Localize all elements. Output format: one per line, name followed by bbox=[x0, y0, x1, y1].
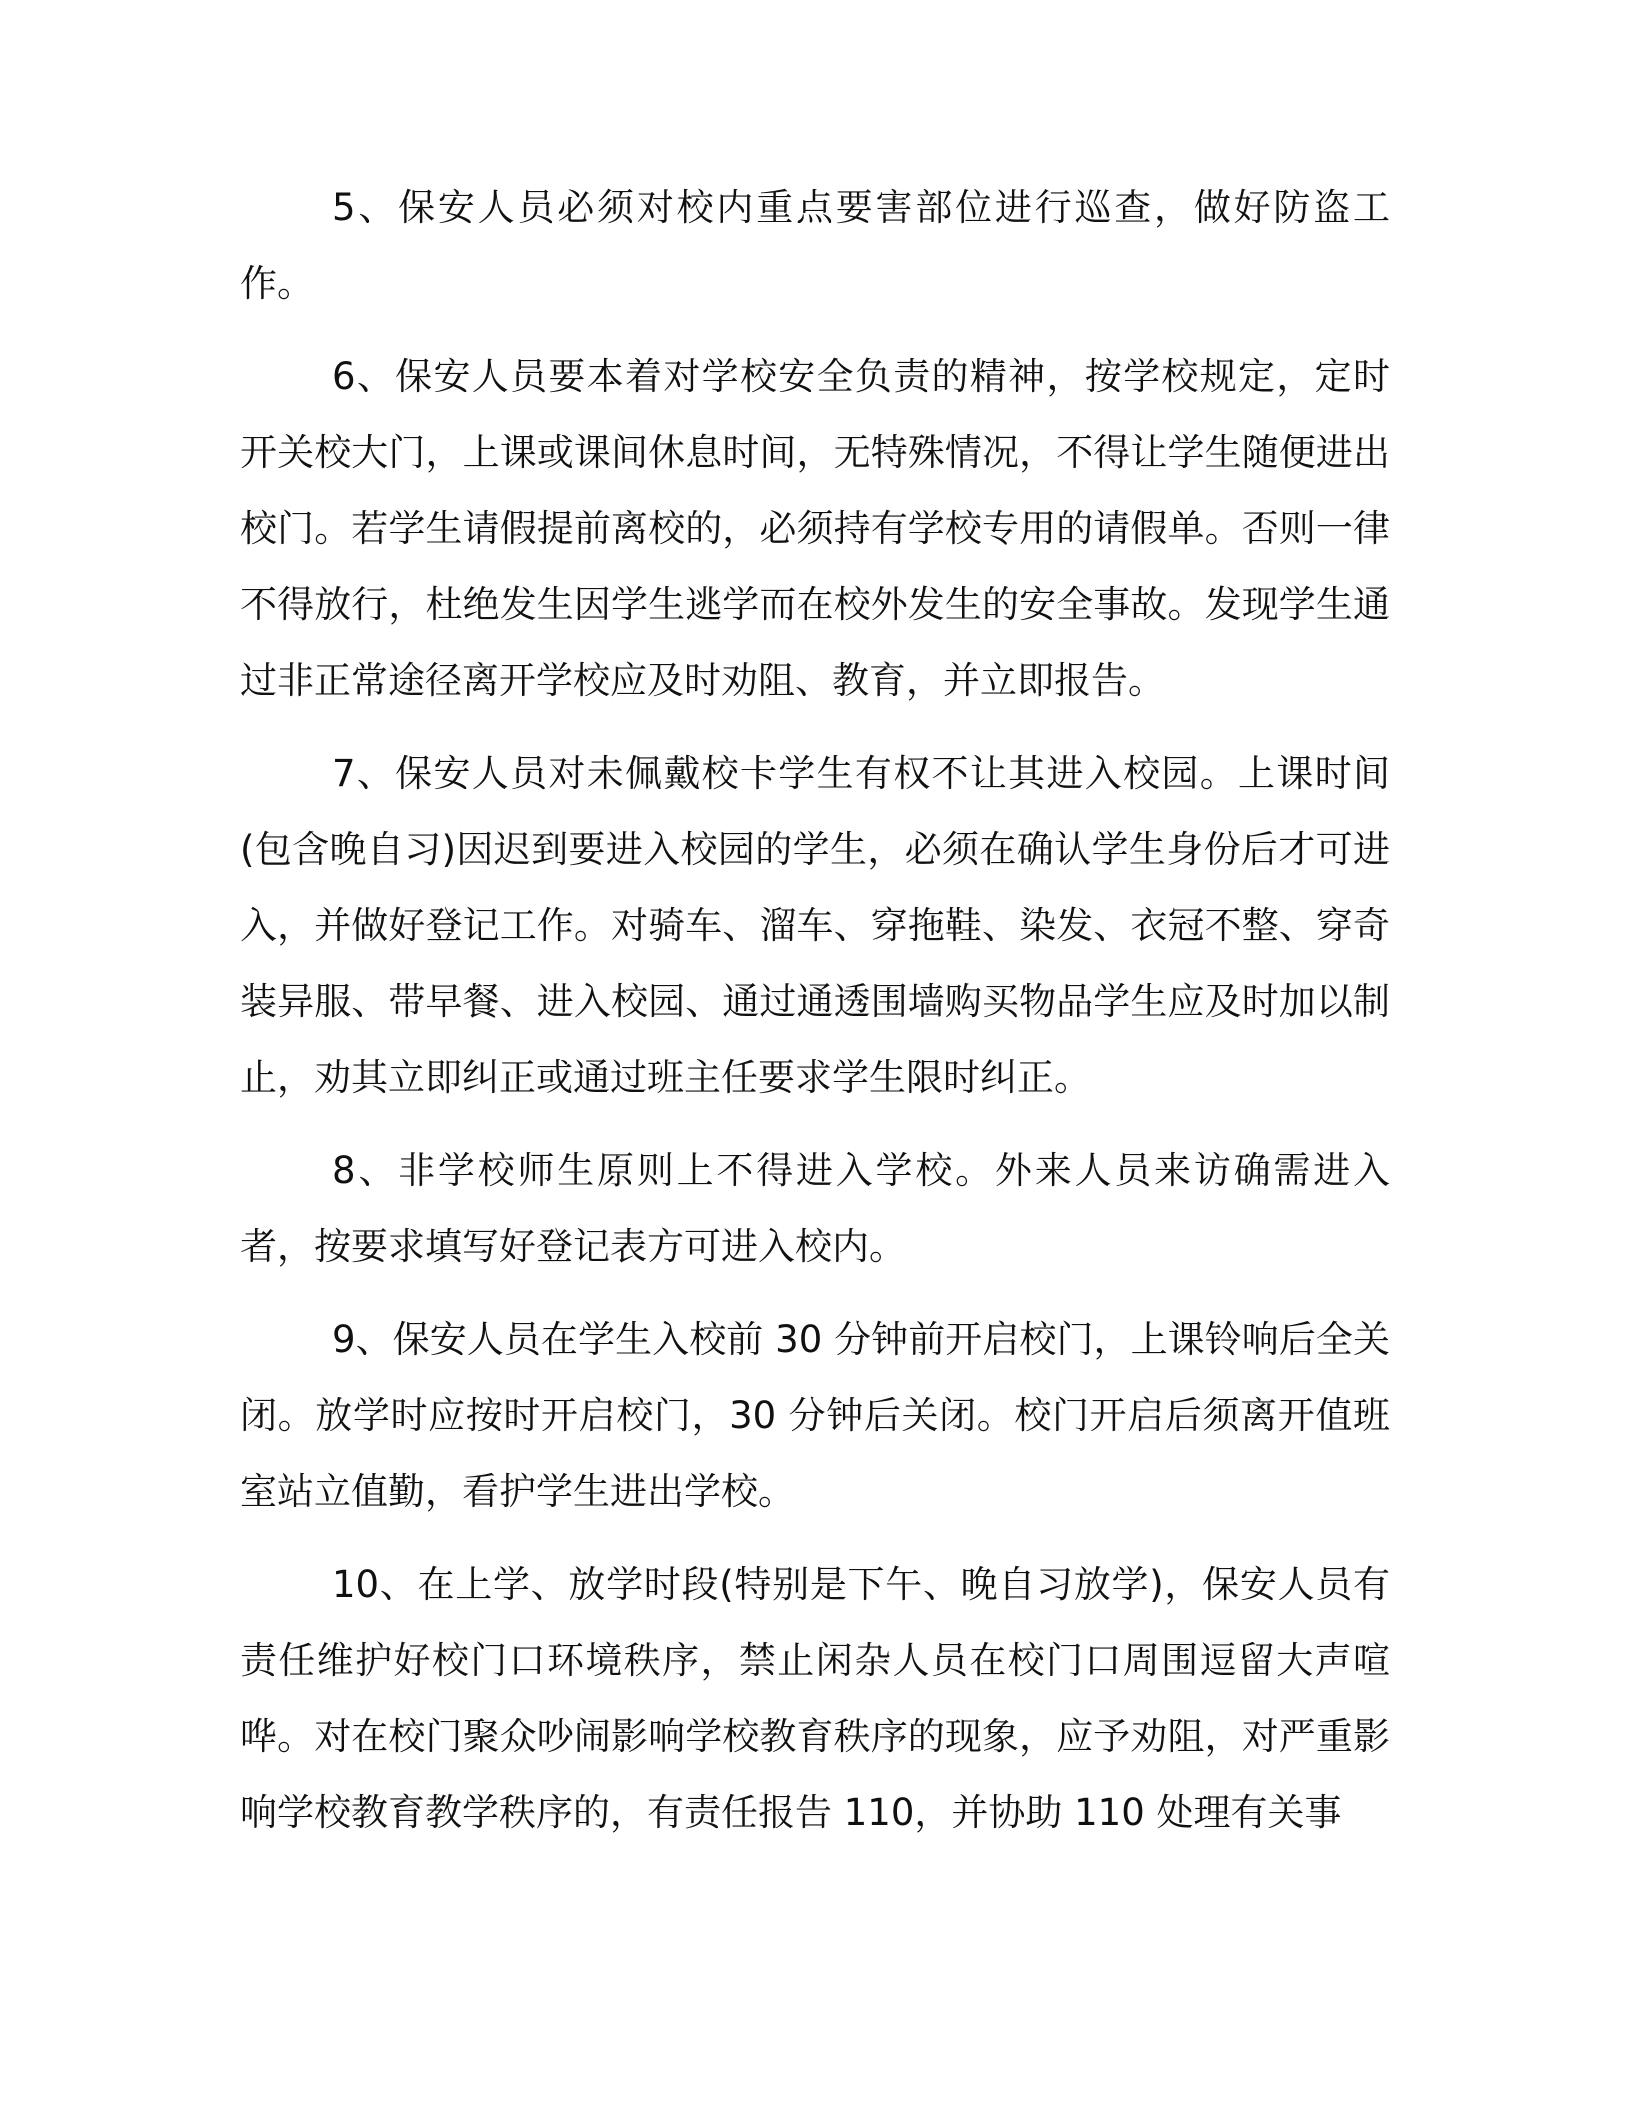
paragraph-item-8: 8、非学校师生原则上不得进入学校。外来人员来访确需进入者，按要求填写好登记表方可进入校内。 bbox=[240, 1149, 1390, 1268]
paragraph-item-6: 6、保安人员要本着对学校安全负责的精神，按学校规定，定时开关校大门，上课或课间休息时间，无特殊情况，不得让学生随便进出校门。若学生请假提前离校的，必须持有学校专用的请假单。否则一律不得放行，杜绝发生因学生逃学而在校外发生的安全事故。发现学生通过非正常途径离开学校应及时劝阻、教育，并立即报告。 bbox=[240, 355, 1390, 702]
paragraph-item-9: 9、保安人员在学生入校前 30 分钟前开启校门，上课铃响后全关闭。放学时应按时开启校门，30 分钟后关闭。校门开启后须离开值班室站立值勤，看护学生进出学校。 bbox=[240, 1318, 1390, 1513]
paragraph-item-10: 10、在上学、放学时段(特别是下午、晚自习放学)，保安人员有责任维护好校门口环境秩序，禁止闲杂人员在校门口周围逗留大声喧哗。对在校门聚众吵闹影响学校教育秩序的现象，应予劝阻，对严重影响学校教育教学秩序的，有责任报告 110，并协助 110 处理有关事 bbox=[240, 1563, 1390, 1834]
paragraph-item-7: 7、保安人员对未佩戴校卡学生有权不让其进入校园。上课时间(包含晚自习)因迟到要进入校园的学生，必须在确认学生身份后才可进入，并做好登记工作。对骑车、溜车、穿拖鞋、染发、衣冠不整、穿奇装异服、带早餐、进入校园、通过通透围墙购买物品学生应及时加以制止，劝其立即纠正或通过班主任要求学生限时纠正。 bbox=[240, 752, 1390, 1099]
paragraph-item-5: 5、保安人员必须对校内重点要害部位进行巡查，做好防盗工作。 bbox=[240, 186, 1390, 305]
document-body bbox=[240, 170, 1390, 1868]
